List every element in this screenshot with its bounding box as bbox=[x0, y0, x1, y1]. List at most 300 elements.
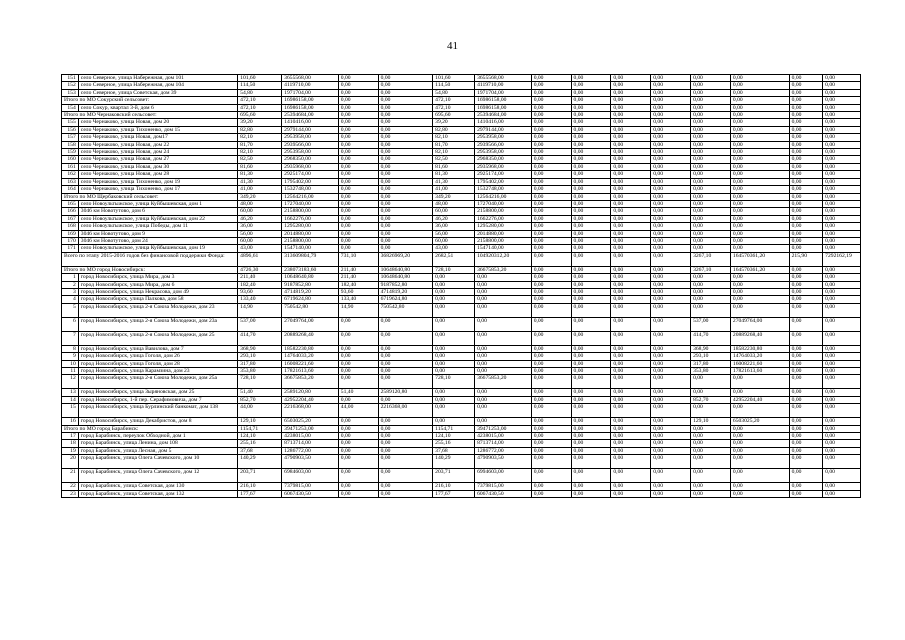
row-value: 0,00 bbox=[823, 104, 861, 111]
row-value: 2925174,00 bbox=[282, 171, 339, 178]
row-value: 0,00 bbox=[433, 281, 475, 288]
row-value: 0,00 bbox=[571, 134, 611, 141]
row-value: 1547140,00 bbox=[475, 245, 532, 252]
table-row bbox=[62, 353, 861, 360]
row-value: 0,00 bbox=[571, 303, 611, 317]
row-value: 353,80 bbox=[238, 368, 282, 375]
table-row bbox=[62, 396, 861, 403]
row-value: 0,00 bbox=[531, 331, 571, 345]
row-value: 0,00 bbox=[651, 141, 691, 148]
row-value: 0,00 bbox=[378, 375, 433, 389]
row-value: 0,00 bbox=[571, 237, 611, 244]
row-value: 43,00 bbox=[238, 245, 282, 252]
row-value: 0,00 bbox=[789, 171, 823, 178]
row-value: 0,00 bbox=[823, 237, 861, 244]
row-value: 0,00 bbox=[378, 104, 433, 111]
row-value: 0,00 bbox=[571, 104, 611, 111]
row-address: село Сокур, квартал 3-й, дом 6 bbox=[78, 104, 237, 111]
row-value: 0,00 bbox=[823, 469, 861, 483]
row-value: 46,20 bbox=[238, 215, 282, 222]
row-value: 0,00 bbox=[730, 447, 789, 454]
row-value: 18582230,80 bbox=[730, 345, 789, 352]
row-value: 1410416,00 bbox=[475, 119, 532, 126]
row-value: 0,00 bbox=[611, 317, 651, 331]
row-value: 0,00 bbox=[651, 200, 691, 207]
row-address: город Новосибирск, улица Мира, дом 3 bbox=[78, 274, 237, 281]
table-row bbox=[62, 252, 861, 266]
row-value: 0,00 bbox=[531, 141, 571, 148]
row-value: 2935968,00 bbox=[282, 163, 339, 170]
table-row bbox=[62, 418, 861, 425]
row-value: 0,00 bbox=[338, 186, 378, 193]
row-address: город Барабинск, переулок Обходной, дом 1 bbox=[78, 433, 237, 440]
row-value: 42952204,40 bbox=[730, 396, 789, 403]
row-address: село Новоультыжское, улица Куйбышевская, дом 19 bbox=[78, 245, 237, 252]
table-row bbox=[62, 375, 861, 389]
row-value: 0,00 bbox=[571, 288, 611, 295]
row-value: 4119710,00 bbox=[282, 82, 339, 89]
row-value: 2953958,00 bbox=[282, 149, 339, 156]
row-value: 368,90 bbox=[691, 345, 731, 352]
row-value: 16986158,00 bbox=[475, 104, 532, 111]
row-value: 0,00 bbox=[691, 223, 731, 230]
row-value: 0,00 bbox=[730, 141, 789, 148]
row-value: 0,00 bbox=[475, 303, 532, 317]
row-value: 0,00 bbox=[789, 156, 823, 163]
row-value: 1971704,00 bbox=[475, 89, 532, 96]
row-value: 0,00 bbox=[823, 281, 861, 288]
row-value: 0,00 bbox=[730, 156, 789, 163]
row-index: 10 bbox=[62, 360, 79, 367]
row-value: 1154,71 bbox=[433, 425, 475, 432]
row-value: 0,00 bbox=[730, 389, 789, 396]
row-total-label: Итого по МО город Барабинск: bbox=[62, 425, 238, 432]
row-value: 4238015,00 bbox=[475, 433, 532, 440]
row-value: 129,10 bbox=[691, 418, 731, 425]
row-value: 0,00 bbox=[378, 455, 433, 469]
row-value: 0,00 bbox=[651, 245, 691, 252]
row-address: город Новосибирск, улица Мира, дом 6 bbox=[78, 281, 237, 288]
row-value: 0,00 bbox=[433, 360, 475, 367]
row-value: 2216368,00 bbox=[282, 404, 339, 418]
row-value: 472,10 bbox=[433, 104, 475, 111]
row-value: 0,00 bbox=[531, 266, 571, 273]
row-value: 1795402,00 bbox=[282, 178, 339, 185]
row-value: 0,00 bbox=[651, 178, 691, 185]
row-value: 36,00 bbox=[238, 223, 282, 230]
row-index: 13 bbox=[62, 389, 79, 396]
row-value: 0,00 bbox=[531, 186, 571, 193]
row-value: 0,00 bbox=[571, 483, 611, 490]
row-value: 0,00 bbox=[789, 215, 823, 222]
row-value: 1295280,00 bbox=[475, 223, 532, 230]
row-value: 0,00 bbox=[651, 353, 691, 360]
row-value: 0,00 bbox=[378, 360, 433, 367]
row-value: 4119710,00 bbox=[475, 82, 532, 89]
row-value: 0,00 bbox=[531, 469, 571, 483]
row-value: 164570361,20 bbox=[730, 252, 789, 266]
row-value: 0,00 bbox=[378, 178, 433, 185]
row-index: 4 bbox=[62, 296, 79, 303]
row-value: 0,00 bbox=[571, 296, 611, 303]
table-row bbox=[62, 82, 861, 89]
row-value: 2158800,00 bbox=[282, 208, 339, 215]
table-row bbox=[62, 455, 861, 469]
row-value: 81,60 bbox=[238, 163, 282, 170]
row-value: 0,00 bbox=[789, 178, 823, 185]
row-value: 0,00 bbox=[571, 469, 611, 483]
row-value: 0,00 bbox=[691, 404, 731, 418]
row-value: 0,00 bbox=[611, 193, 651, 200]
row-value: 0,00 bbox=[338, 200, 378, 207]
row-value: 0,00 bbox=[823, 215, 861, 222]
row-value: 0,00 bbox=[691, 82, 731, 89]
row-value: 0,00 bbox=[789, 447, 823, 454]
row-value: 0,00 bbox=[651, 490, 691, 497]
row-value: 728,10 bbox=[238, 375, 282, 389]
row-value: 0,00 bbox=[789, 126, 823, 133]
row-value: 0,00 bbox=[730, 288, 789, 295]
row-value: 211,40 bbox=[338, 266, 378, 273]
row-value: 0,00 bbox=[338, 396, 378, 403]
row-value: 750542,80 bbox=[378, 303, 433, 317]
row-value: 0,00 bbox=[789, 149, 823, 156]
row-value: 0,00 bbox=[823, 404, 861, 418]
row-value: 0,00 bbox=[611, 141, 651, 148]
row-value: 255,16 bbox=[238, 440, 282, 447]
row-value: 0,00 bbox=[730, 178, 789, 185]
row-value: 0,00 bbox=[571, 149, 611, 156]
row-value: 4896,61 bbox=[238, 252, 282, 266]
row-index: 170 bbox=[62, 237, 79, 244]
row-value: 82,80 bbox=[433, 126, 475, 133]
row-value: 0,00 bbox=[475, 288, 532, 295]
row-value: 0,00 bbox=[531, 215, 571, 222]
row-value: 41,00 bbox=[433, 186, 475, 193]
row-value: 0,00 bbox=[651, 418, 691, 425]
row-value: 0,00 bbox=[571, 440, 611, 447]
row-value: 0,00 bbox=[531, 404, 571, 418]
row-value: 1727040,00 bbox=[282, 200, 339, 207]
row-value: 0,00 bbox=[378, 97, 433, 104]
row-address: село Новоультыжское, улица Куйбышевская, дом 22 bbox=[78, 215, 237, 222]
row-value: 537,00 bbox=[691, 317, 731, 331]
row-value: 0,00 bbox=[378, 223, 433, 230]
row-value: 0,00 bbox=[531, 317, 571, 331]
row-value: 0,00 bbox=[571, 418, 611, 425]
row-value: 0,00 bbox=[531, 396, 571, 403]
row-value: 0,00 bbox=[823, 425, 861, 432]
row-value: 0,00 bbox=[378, 447, 433, 454]
row-value: 3267,10 bbox=[691, 266, 731, 273]
row-value: 0,00 bbox=[531, 200, 571, 207]
row-value: 93,60 bbox=[238, 288, 282, 295]
row-value: 2014880,00 bbox=[282, 230, 339, 237]
row-value: 0,00 bbox=[651, 89, 691, 96]
row-value: 0,00 bbox=[378, 440, 433, 447]
row-address: город Новосибирск, улица 2-я Союза Молодежи, дом 25а bbox=[78, 375, 237, 389]
row-value: 7292162,19 bbox=[823, 252, 861, 266]
row-value: 0,00 bbox=[823, 112, 861, 119]
row-value: 12564216,00 bbox=[475, 193, 532, 200]
row-value: 0,00 bbox=[691, 178, 731, 185]
row-value: 0,00 bbox=[691, 245, 731, 252]
row-value: 0,00 bbox=[571, 178, 611, 185]
row-value: 0,00 bbox=[531, 75, 571, 82]
row-index: 161 bbox=[62, 163, 79, 170]
row-total-label: Итого по МО Сокурский сельсовет: bbox=[62, 97, 238, 104]
row-value: 0,00 bbox=[571, 345, 611, 352]
row-value: 0,00 bbox=[531, 89, 571, 96]
table-row bbox=[62, 237, 861, 244]
row-value: 0,00 bbox=[531, 345, 571, 352]
table-row bbox=[62, 97, 861, 104]
row-value: 0,00 bbox=[823, 375, 861, 389]
row-value: 6503025,20 bbox=[730, 418, 789, 425]
row-value: 0,00 bbox=[338, 375, 378, 389]
row-value: 0,00 bbox=[531, 134, 571, 141]
row-value: 0,00 bbox=[730, 404, 789, 418]
row-index: 159 bbox=[62, 149, 79, 156]
row-value: 0,00 bbox=[651, 433, 691, 440]
row-value: 0,00 bbox=[338, 483, 378, 490]
row-value: 0,00 bbox=[789, 375, 823, 389]
row-value: 82,10 bbox=[238, 134, 282, 141]
row-value: 0,00 bbox=[378, 418, 433, 425]
row-index: 162 bbox=[62, 171, 79, 178]
row-value: 4238015,00 bbox=[282, 433, 339, 440]
row-value: 0,00 bbox=[571, 156, 611, 163]
row-value: 0,00 bbox=[571, 447, 611, 454]
row-value: 0,00 bbox=[730, 296, 789, 303]
table-row bbox=[62, 490, 861, 497]
row-address: село Чернаково, улица Новая, дом 24 bbox=[78, 149, 237, 156]
row-address: село Чернаково, улица Новая, дом 22 bbox=[78, 141, 237, 148]
row-value: 0,00 bbox=[531, 245, 571, 252]
row-value: 2953958,00 bbox=[475, 134, 532, 141]
row-value: 0,00 bbox=[378, 237, 433, 244]
row-value: 0,00 bbox=[531, 353, 571, 360]
row-value: 0,00 bbox=[571, 230, 611, 237]
row-value: 0,00 bbox=[691, 126, 731, 133]
row-value: 0,00 bbox=[611, 353, 651, 360]
row-value: 0,00 bbox=[823, 418, 861, 425]
row-value: 317,80 bbox=[691, 360, 731, 367]
row-value: 0,00 bbox=[823, 345, 861, 352]
row-value: 0,00 bbox=[475, 296, 532, 303]
row-value: 0,00 bbox=[611, 404, 651, 418]
row-value: 0,00 bbox=[691, 200, 731, 207]
row-value: 0,00 bbox=[730, 171, 789, 178]
row-index: 17 bbox=[62, 433, 79, 440]
row-address: село Новоультыжское, улица Куйбышевская, дом 1 bbox=[78, 200, 237, 207]
row-value: 0,00 bbox=[338, 317, 378, 331]
row-value: 0,00 bbox=[475, 360, 532, 367]
table-row bbox=[62, 141, 861, 148]
row-value: 0,00 bbox=[823, 119, 861, 126]
table-row bbox=[62, 360, 861, 367]
row-value: 2682,51 bbox=[433, 252, 475, 266]
row-value: 82,80 bbox=[238, 126, 282, 133]
row-value: 124,10 bbox=[238, 433, 282, 440]
row-value: 0,00 bbox=[823, 490, 861, 497]
row-value: 0,00 bbox=[338, 360, 378, 367]
row-value: 238073183,60 bbox=[282, 266, 339, 273]
row-value: 0,00 bbox=[611, 149, 651, 156]
row-value: 0,00 bbox=[823, 75, 861, 82]
row-value: 0,00 bbox=[571, 89, 611, 96]
row-value: 4714819,20 bbox=[282, 288, 339, 295]
row-value: 0,00 bbox=[571, 223, 611, 230]
row-value: 25394684,00 bbox=[475, 112, 532, 119]
row-value: 0,00 bbox=[789, 89, 823, 96]
row-value: 0,00 bbox=[611, 288, 651, 295]
row-value: 1532748,00 bbox=[475, 186, 532, 193]
row-value: 0,00 bbox=[571, 455, 611, 469]
row-value: 349,20 bbox=[238, 193, 282, 200]
row-value: 203,71 bbox=[433, 469, 475, 483]
row-value: 51,40 bbox=[238, 389, 282, 396]
row-value: 16008221,60 bbox=[730, 360, 789, 367]
row-value: 0,00 bbox=[611, 375, 651, 389]
row-value: 3267,10 bbox=[691, 252, 731, 266]
row-value: 6503025,20 bbox=[282, 418, 339, 425]
row-index: 168 bbox=[62, 223, 79, 230]
row-address: город Барабинск, улица Лесная, дом 5 bbox=[78, 447, 237, 454]
row-value: 0,00 bbox=[823, 296, 861, 303]
row-value: 0,00 bbox=[338, 126, 378, 133]
row-value: 0,00 bbox=[378, 245, 433, 252]
row-value: 0,00 bbox=[475, 389, 532, 396]
row-address: город Барабинск, улица Советская, дом 130 bbox=[78, 483, 237, 490]
row-value: 2589120,80 bbox=[282, 389, 339, 396]
row-value: 368,90 bbox=[238, 345, 282, 352]
row-value: 0,00 bbox=[338, 237, 378, 244]
row-value: 0,00 bbox=[789, 433, 823, 440]
table-row bbox=[62, 440, 861, 447]
row-value: 0,00 bbox=[531, 425, 571, 432]
row-value: 728,10 bbox=[433, 266, 475, 273]
row-value: 0,00 bbox=[691, 455, 731, 469]
row-value: 0,00 bbox=[789, 353, 823, 360]
row-value: 0,00 bbox=[611, 223, 651, 230]
row-value: 36826969,20 bbox=[378, 252, 433, 266]
row-value: 0,00 bbox=[823, 303, 861, 317]
row-value: 0,00 bbox=[651, 396, 691, 403]
row-value: 0,00 bbox=[611, 245, 651, 252]
row-value: 0,00 bbox=[651, 97, 691, 104]
row-value: 0,00 bbox=[571, 112, 611, 119]
row-value: 0,00 bbox=[730, 281, 789, 288]
row-value: 182,40 bbox=[238, 281, 282, 288]
row-value: 0,00 bbox=[338, 215, 378, 222]
row-value: 0,00 bbox=[571, 433, 611, 440]
row-value: 16986158,00 bbox=[282, 97, 339, 104]
row-address: 3046 км Новотутово, дом 6 bbox=[78, 208, 237, 215]
row-value: 177,67 bbox=[238, 490, 282, 497]
row-total-label: Итого по МО Щербаковский сельсовет: bbox=[62, 193, 238, 200]
row-address: город Новосибирск, улица Гоголя, дом 26 bbox=[78, 353, 237, 360]
row-value: 0,00 bbox=[789, 230, 823, 237]
row-value: 36675853,20 bbox=[475, 266, 532, 273]
row-value: 0,00 bbox=[691, 483, 731, 490]
table-row bbox=[62, 317, 861, 331]
row-value: 695,60 bbox=[238, 112, 282, 119]
row-value: 0,00 bbox=[691, 119, 731, 126]
row-value: 0,00 bbox=[531, 433, 571, 440]
row-value: 852,70 bbox=[238, 396, 282, 403]
row-value: 0,00 bbox=[823, 193, 861, 200]
row-value: 0,00 bbox=[789, 418, 823, 425]
row-value: 0,00 bbox=[730, 433, 789, 440]
table-row bbox=[62, 186, 861, 193]
row-value: 0,00 bbox=[611, 163, 651, 170]
row-value: 0,00 bbox=[378, 119, 433, 126]
row-index: 15 bbox=[62, 404, 79, 418]
row-value: 0,00 bbox=[651, 483, 691, 490]
table-row bbox=[62, 156, 861, 163]
row-address: город Новосибирск, улица Карамзина, дом 23 bbox=[78, 368, 237, 375]
row-index: 154 bbox=[62, 104, 79, 111]
row-value: 0,00 bbox=[571, 281, 611, 288]
row-value: 3655568,00 bbox=[475, 75, 532, 82]
row-index: 166 bbox=[62, 208, 79, 215]
row-value: 0,00 bbox=[611, 440, 651, 447]
row-value: 0,00 bbox=[378, 396, 433, 403]
row-value: 0,00 bbox=[651, 389, 691, 396]
row-value: 0,00 bbox=[691, 237, 731, 244]
row-value: 0,00 bbox=[378, 208, 433, 215]
row-value: 0,00 bbox=[338, 440, 378, 447]
table-row bbox=[62, 389, 861, 396]
row-value: 0,00 bbox=[571, 389, 611, 396]
row-value: 0,00 bbox=[338, 193, 378, 200]
row-value: 0,00 bbox=[571, 119, 611, 126]
row-value: 0,00 bbox=[730, 375, 789, 389]
row-value: 0,00 bbox=[730, 237, 789, 244]
row-value: 0,00 bbox=[433, 353, 475, 360]
row-value: 349,20 bbox=[433, 193, 475, 200]
row-value: 0,00 bbox=[338, 75, 378, 82]
table-row bbox=[62, 245, 861, 252]
row-value: 0,00 bbox=[338, 418, 378, 425]
row-value: 0,00 bbox=[651, 296, 691, 303]
row-index: 1 bbox=[62, 274, 79, 281]
row-value: 0,00 bbox=[691, 440, 731, 447]
table-row bbox=[62, 75, 861, 82]
row-value: 0,00 bbox=[531, 483, 571, 490]
table-row bbox=[62, 404, 861, 418]
row-value: 0,00 bbox=[730, 112, 789, 119]
row-value: 0,00 bbox=[338, 425, 378, 432]
table-row bbox=[62, 208, 861, 215]
row-value: 101,60 bbox=[238, 75, 282, 82]
row-value: 0,00 bbox=[789, 266, 823, 273]
row-value: 0,00 bbox=[531, 82, 571, 89]
row-value: 215,90 bbox=[789, 252, 823, 266]
table-row bbox=[62, 126, 861, 133]
row-value: 0,00 bbox=[789, 141, 823, 148]
row-value: 0,00 bbox=[378, 149, 433, 156]
row-value: 0,00 bbox=[651, 237, 691, 244]
row-value: 0,00 bbox=[433, 345, 475, 352]
row-value: 0,00 bbox=[651, 469, 691, 483]
row-value: 414,70 bbox=[238, 331, 282, 345]
row-value: 54,80 bbox=[238, 89, 282, 96]
row-value: 472,10 bbox=[238, 97, 282, 104]
row-value: 414,70 bbox=[691, 331, 731, 345]
table-row bbox=[62, 193, 861, 200]
